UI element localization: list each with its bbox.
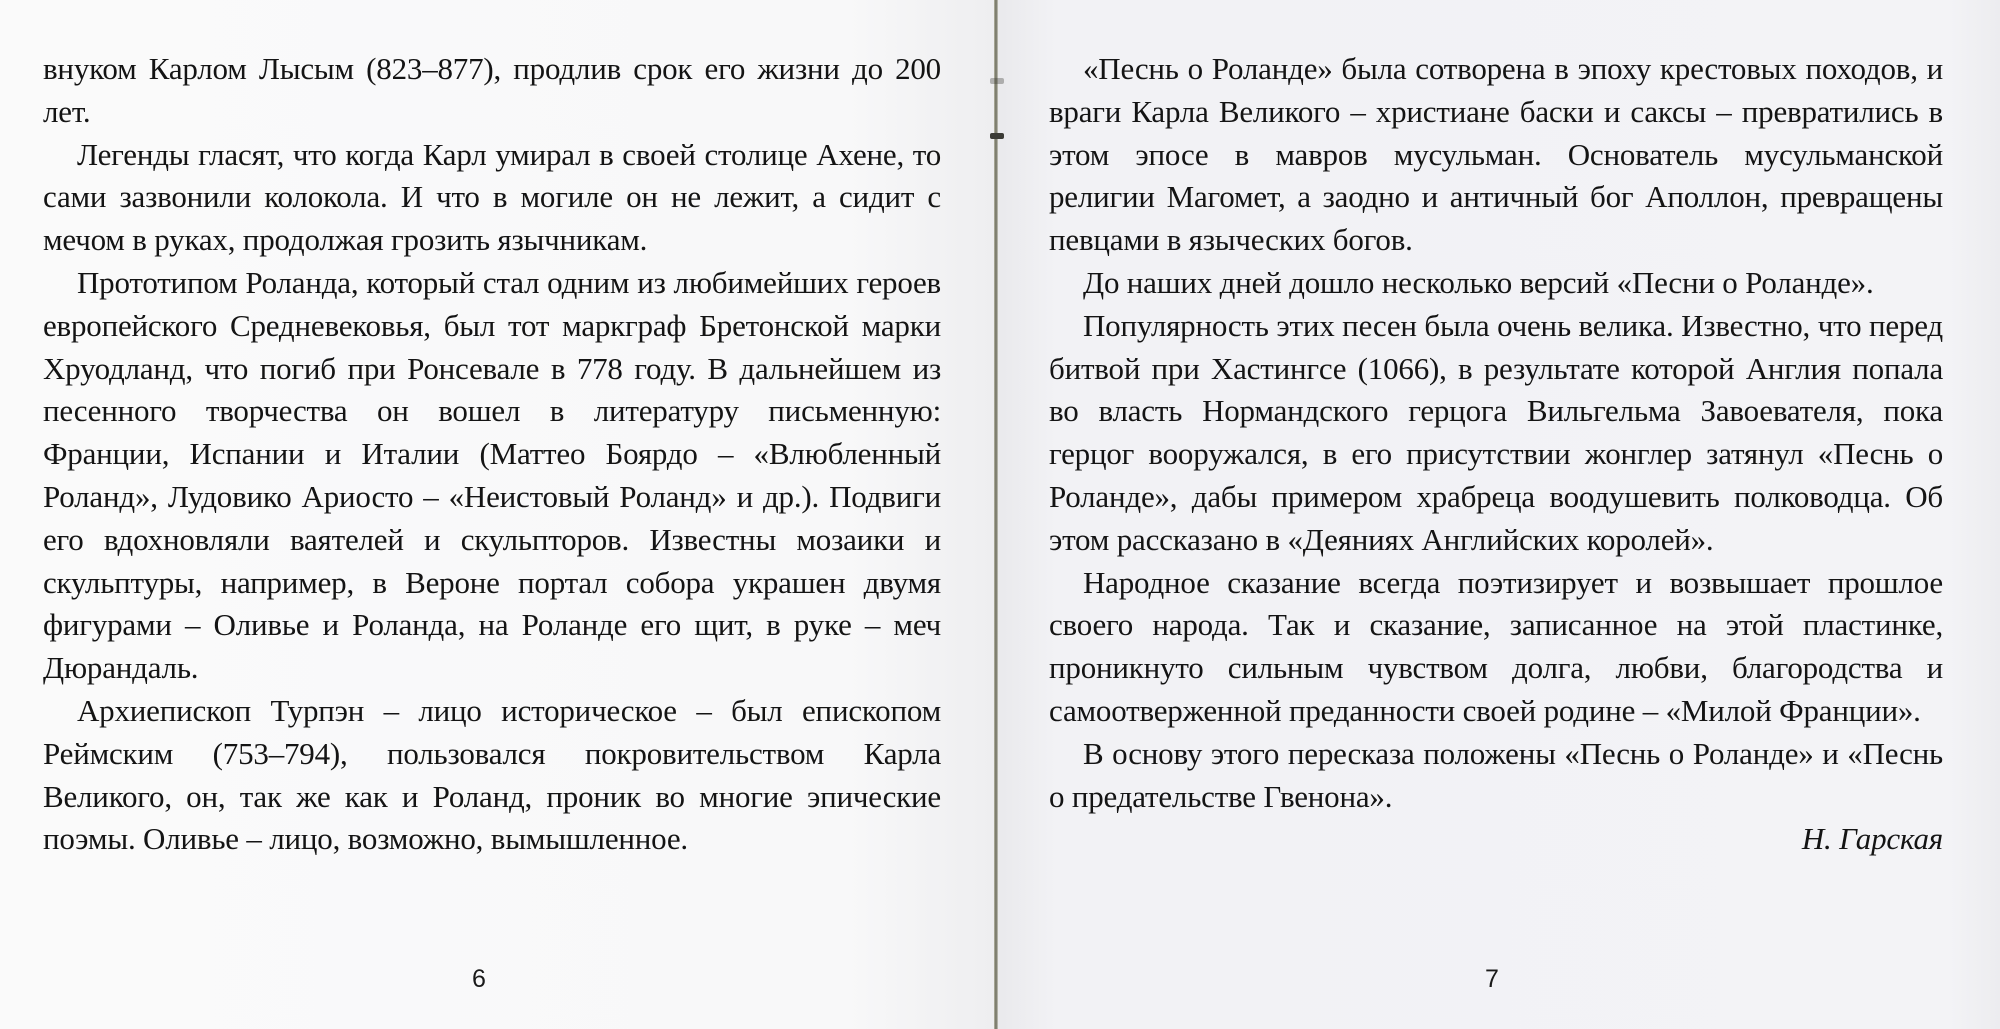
author-signature: Н. Гарская xyxy=(1801,821,1943,857)
left-page xyxy=(0,0,996,1029)
paragraph: Архиепископ Турпэн – лицо историческое – был епископом Реймским (753–794), пользовался покровительством Карла Великого, он, так же как и Роланд, проник во многие эпические поэмы. Оливье – лицо, возможно, вымышленное. xyxy=(43,692,941,857)
staple-icon xyxy=(990,133,1004,139)
paragraph: Народное сказание всегда поэтизирует и возвышает прошлое своего народа. Так и сказание, записанное на этой пластинке, проникнуто сильным чувством долга, любви, благородства и самоотверженной преданности своей родине – «Милой Франции». xyxy=(1049,564,1943,728)
right-page-text xyxy=(1049,48,1943,861)
left-page-text xyxy=(43,48,941,861)
paragraph: Популярность этих песен была очень велика. Известно, что перед битвой при Хастингсе (1066), в результате которой Англия попала во власть Нормандского герцога Вильгельма Завоевателя, пока герцог вооружался, в его присутствии жонглер затянул «Песнь о Роланде», дабы примером храбреца воодушевить полководца. Об этом рассказано в «Деяниях Английских королей». xyxy=(1049,307,1943,557)
right-page xyxy=(996,0,2000,1029)
paragraph: внуком Карлом Лысым (823–877), продлив срок его жизни до 200 лет. xyxy=(43,51,941,129)
book-gutter xyxy=(994,0,998,1029)
paragraph: Легенды гласят, что когда Карл умирал в своей столице Ахене, то сами зазвонили колокола. И что в могиле он не лежит, а сидит с мечом в руках, продолжая грозить язычникам. xyxy=(43,136,941,258)
page-number: 7 xyxy=(1485,965,1499,993)
paragraph: Прототипом Роланда, который стал одним из любимейших героев европейского Средневековья, был тот маркграф Бретонской марки Хруодланд, что погиб при Ронсевале в 778 году. В дальнейшем из песенного творчества он вошел в литературу письменную: Франции, Испании и Италии (Маттео Боярдо – «Влюбленный Роланд», Лудовико Ариосто – «Неистовый Роланд» и др.). Подвиги его вдохновляли ваятелей и скульпторов. Известны мозаики и скульптуры, например, в Вероне портал собора украшен двумя фигурами – Оливье и Роланда, на Роланде его щит, в руке – меч Дюрандаль. xyxy=(43,264,941,686)
paragraph: До наших дней дошло несколько версий «Песни о Роланде». xyxy=(1083,264,1874,300)
staple-icon xyxy=(990,78,1004,84)
paragraph: В основу этого пересказа положены «Песнь о Роланде» и «Песнь о предательстве Гвенона». xyxy=(1049,735,1943,814)
page-number: 6 xyxy=(472,965,486,993)
paragraph: «Песнь о Роланде» была сотворена в эпоху крестовых походов, и враги Карла Великого – христиане баски и саксы – превратились в этом эпосе в мавров мусульман. Основатель мусульманской религии Магомет, а заодно и античный бог Аполлон, превращены певцами в языческих богов. xyxy=(1049,51,1943,258)
